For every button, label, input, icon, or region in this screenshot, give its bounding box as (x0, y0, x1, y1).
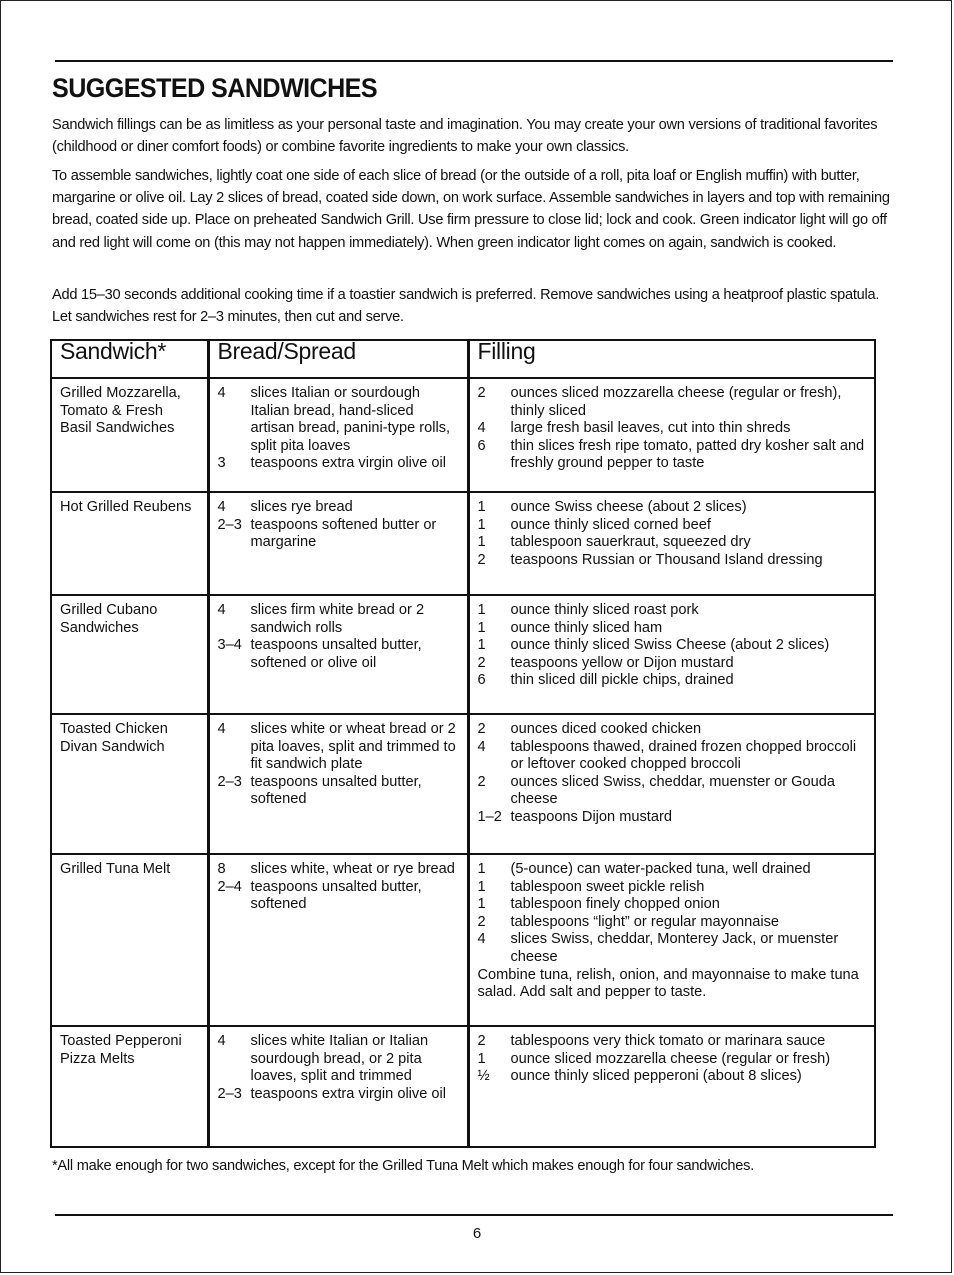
filling-cell (468, 714, 875, 854)
quantity: 1 (477, 516, 486, 533)
bread-spread-item (218, 455, 459, 473)
header-filling: Filling (468, 340, 875, 378)
quantity: 4 (217, 602, 226, 618)
quantity: 2 (477, 385, 486, 401)
quantity: ½ (477, 1068, 490, 1085)
table-row (51, 854, 875, 1026)
filling-item (478, 721, 867, 739)
filling-item (478, 552, 867, 570)
bread-spread-item (218, 499, 459, 517)
quantity: 2–4 (217, 878, 242, 895)
quantity: 1 (477, 499, 486, 515)
filling-item (478, 809, 867, 827)
ingredient-text: ounces sliced Swiss, cheddar, muenster or Gouda cheese (510, 773, 835, 808)
filling-item (478, 914, 867, 932)
ingredient-text: ounces sliced mozzarella cheese (regular or fresh), thinly sliced (510, 385, 842, 419)
ingredient-text: ounce Swiss cheese (about 2 slices) (510, 499, 747, 515)
filling-item (478, 1051, 867, 1069)
intro-paragraph-1: Sandwich fillings can be as limitless as your personal taste and imagination. You may create your own versions of traditional favorites (childhood or diner comfort foods) or combine favorite ingredients to make your own classics. (52, 117, 878, 156)
filling-item (478, 1068, 867, 1086)
bread-spread-item (218, 602, 459, 637)
quantity: 4 (217, 1033, 226, 1049)
sandwich-name: Toasted Chicken Divan Sandwich (51, 714, 208, 854)
bread-spread-item (218, 1033, 459, 1086)
ingredient-text: (5-ounce) can water-packed tuna, well drained (510, 861, 811, 877)
ingredient-text: thin sliced dill pickle chips, drained (510, 672, 734, 689)
quantity: 2 (477, 913, 486, 930)
ingredient-text: tablespoons thawed, drained frozen chopped broccoli or leftover cooked chopped broccoli (510, 738, 857, 773)
filling-item (478, 637, 867, 655)
quantity: 2 (477, 654, 486, 671)
filling-item (478, 861, 867, 879)
ingredient-text: tablespoon finely chopped onion (510, 896, 720, 913)
filling-item (478, 517, 867, 535)
filling-item (478, 438, 867, 473)
table-row (51, 595, 875, 714)
sandwich-name: Grilled Mozzarella, Tomato & Fresh Basil Sandwiches (51, 378, 208, 492)
ingredient-text: slices Italian or sourdough Italian bread, hand-sliced artisan bread, panini-type rolls, split pita loaves (250, 385, 451, 454)
ingredient-text: teaspoons unsalted butter, softened (250, 773, 422, 808)
ingredient-text: slices white, wheat or rye bread (250, 861, 455, 877)
ingredient-text: teaspoons softened butter or margarine (250, 516, 437, 551)
ingredient-text: ounce thinly sliced Swiss Cheese (about 2 slices) (510, 637, 830, 654)
quantity: 1 (477, 637, 486, 654)
ingredient-text: slices white or wheat bread or 2 pita loaves, split and trimmed to fit sandwich plate (250, 721, 456, 773)
filling-item (478, 879, 867, 897)
ingredient-text: teaspoons unsalted butter, softened or olive oil (250, 637, 422, 671)
sandwich-name: Hot Grilled Reubens (51, 492, 208, 595)
ingredient-text: teaspoons yellow or Dijon mustard (510, 654, 734, 671)
quantity: 6 (477, 437, 486, 454)
quantity: 1 (477, 534, 486, 551)
ingredient-text: slices white Italian or Italian sourdough bread, or 2 pita loaves, split and trimmed (250, 1033, 429, 1085)
bread-spread-item (218, 385, 459, 455)
sandwich-table (50, 339, 876, 1148)
ingredient-text: slices rye bread (250, 499, 353, 515)
bread-spread-item (218, 517, 459, 552)
bread-spread-item (218, 774, 459, 809)
quantity: 1 (477, 619, 486, 636)
table-row (51, 492, 875, 595)
ingredient-text: tablespoons very thick tomato or marinara sauce (510, 1033, 826, 1049)
ingredient-text: teaspoons Russian or Thousand Island dressing (510, 551, 823, 568)
quantity: 4 (217, 385, 226, 401)
ingredient-text: thin slices fresh ripe tomato, patted dry kosher salt and freshly ground pepper to taste (510, 437, 865, 472)
quantity: 4 (217, 499, 226, 515)
ingredient-text: teaspoons extra virgin olive oil (250, 1085, 446, 1102)
ingredient-text: slices Swiss, cheddar, Monterey Jack, or muenster cheese (510, 931, 839, 965)
quantity: 1 (477, 1050, 486, 1067)
quantity: 3 (217, 455, 226, 472)
bread-spread-item (218, 637, 459, 672)
ingredient-text: teaspoons extra virgin olive oil (250, 455, 446, 472)
sandwich-name: Toasted Pepperoni Pizza Melts (51, 1026, 208, 1147)
filling-item (478, 420, 867, 438)
filling-item (478, 620, 867, 638)
bread-spread-cell (208, 595, 468, 714)
quantity: 1 (477, 878, 486, 895)
table-row (51, 1026, 875, 1147)
quantity: 4 (477, 420, 486, 437)
ingredient-text: large fresh basil leaves, cut into thin shreds (510, 420, 791, 437)
filling-cell (468, 492, 875, 595)
sandwich-name: Grilled Cubano Sandwiches (51, 595, 208, 714)
top-rule (55, 60, 893, 62)
filling-item (478, 499, 867, 517)
quantity: 2–3 (217, 516, 242, 533)
filling-item (478, 655, 867, 673)
quantity: 2 (477, 721, 486, 737)
bread-spread-cell (208, 854, 468, 1026)
filling-item (478, 534, 867, 552)
footnote: *All make enough for two sandwiches, except for the Grilled Tuna Melt which makes enough for four sandwiches. (52, 1158, 755, 1174)
filling-item (478, 672, 867, 690)
quantity: 8 (217, 861, 226, 877)
filling-item (478, 774, 867, 809)
bread-spread-item (218, 861, 459, 879)
ingredient-text: tablespoons “light” or regular mayonnaise (510, 913, 780, 930)
filling-item (478, 385, 867, 420)
ingredient-text: slices firm white bread or 2 sandwich rolls (250, 602, 425, 636)
filling-cell (468, 1026, 875, 1147)
bread-spread-item (218, 1086, 459, 1104)
ingredient-text: ounce thinly sliced ham (510, 619, 663, 636)
filling-item (478, 602, 867, 620)
page-number: 6 (472, 1225, 482, 1242)
ingredient-text: ounce sliced mozzarella cheese (regular or fresh) (510, 1050, 831, 1067)
quantity: 2 (477, 1033, 486, 1049)
ingredient-text: ounce thinly sliced corned beef (510, 516, 711, 533)
filling-item (478, 1033, 867, 1051)
filling-cell (468, 854, 875, 1026)
ingredient-text: teaspoons unsalted butter, softened (250, 878, 422, 913)
filling-item (478, 896, 867, 914)
intro-paragraph-2: To assemble sandwiches, lightly coat one side of each slice of bread (or the outside of a roll, pita loaf or English muffin) with butter, margarine or olive oil. Lay 2 slices of bread, coated side down, on work surface. Assemble sandwiches in layers and top with remaining bread, coated side up. Place on preheated Sandwich Grill. Use firm pressure to close lid; lock and cook. Green indicator light will go off and red light will come on (this may not happen immediately). When green indicator light comes on again, sandwich is cooked. (52, 168, 890, 251)
quantity: 6 (477, 672, 486, 689)
sandwich-name: Grilled Tuna Melt (51, 854, 208, 1026)
quantity: 4 (217, 721, 226, 737)
bread-spread-item (218, 721, 459, 774)
ingredient-text: ounce thinly sliced roast pork (510, 602, 699, 618)
bread-spread-cell (208, 378, 468, 492)
ingredient-text: tablespoon sauerkraut, squeezed dry (510, 534, 751, 551)
filling-cell (468, 378, 875, 492)
quantity: 4 (477, 738, 486, 755)
bottom-rule (55, 1214, 893, 1216)
filling-item (478, 931, 867, 966)
quantity: 2–3 (217, 773, 242, 790)
quantity: 3–4 (217, 637, 242, 654)
bread-spread-cell (208, 1026, 468, 1147)
header-bread-spread: Bread/Spread (208, 340, 468, 378)
filling-cell (468, 595, 875, 714)
filling-note: Combine tuna, relish, onion, and mayonnaise to make tuna salad. Add salt and pepper to taste. (477, 966, 859, 1001)
header-sandwich: Sandwich* (51, 340, 208, 378)
quantity: 1 (477, 861, 486, 877)
ingredient-text: ounce thinly sliced pepperoni (about 8 slices) (510, 1068, 802, 1085)
quantity: 1 (477, 896, 486, 913)
page-title: SUGGESTED SANDWICHES (52, 73, 378, 103)
bread-spread-cell (208, 492, 468, 595)
table-row (51, 378, 875, 492)
table-header-row (51, 340, 875, 378)
ingredient-text: ounces diced cooked chicken (510, 721, 702, 737)
filling-item (478, 739, 867, 774)
quantity: 4 (477, 931, 486, 948)
ingredient-text: tablespoon sweet pickle relish (510, 878, 705, 895)
intro-paragraph-3: Add 15–30 seconds additional cooking time if a toastier sandwich is preferred. Remove sandwiches using a heatproof plastic spatula. Let sandwiches rest for 2–3 minutes, then cut and serve. (52, 287, 880, 326)
bread-spread-item (218, 879, 459, 914)
quantity: 2 (477, 551, 486, 568)
quantity: 2–3 (217, 1085, 242, 1102)
table-row (51, 714, 875, 854)
quantity: 1–2 (477, 808, 502, 825)
quantity: 2 (477, 773, 486, 790)
bread-spread-cell (208, 714, 468, 854)
ingredient-text: teaspoons Dijon mustard (510, 808, 672, 825)
quantity: 1 (477, 602, 486, 618)
